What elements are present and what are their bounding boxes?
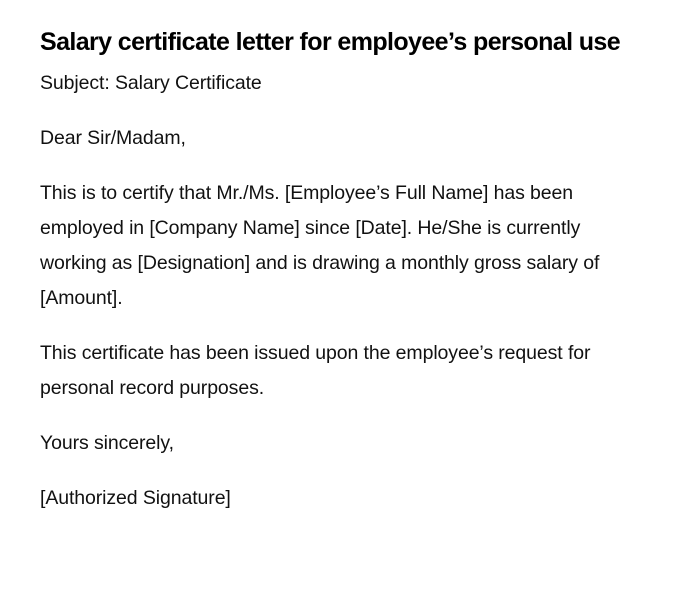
letter-signature: [Authorized Signature] bbox=[40, 487, 231, 509]
letter-body-paragraph-2: This certificate has been issued upon the employee’s request for personal record purposes. bbox=[40, 342, 591, 399]
letter-document bbox=[40, 20, 650, 536]
letter-title: Salary certificate letter for employee’s personal use bbox=[40, 28, 621, 56]
letter-body-paragraph-1: This is to certify that Mr./Ms. [Employee’s Full Name] has been employed in [Company Name] since [Date]. He/She is currently working as [Designation] and is drawing a monthly gross salary of [Amount]. bbox=[40, 182, 600, 309]
letter-closing: Yours sincerely, bbox=[40, 432, 174, 454]
letter-subject: Subject: Salary Certificate bbox=[40, 72, 262, 94]
letter-salutation: Dear Sir/Madam, bbox=[40, 127, 186, 149]
